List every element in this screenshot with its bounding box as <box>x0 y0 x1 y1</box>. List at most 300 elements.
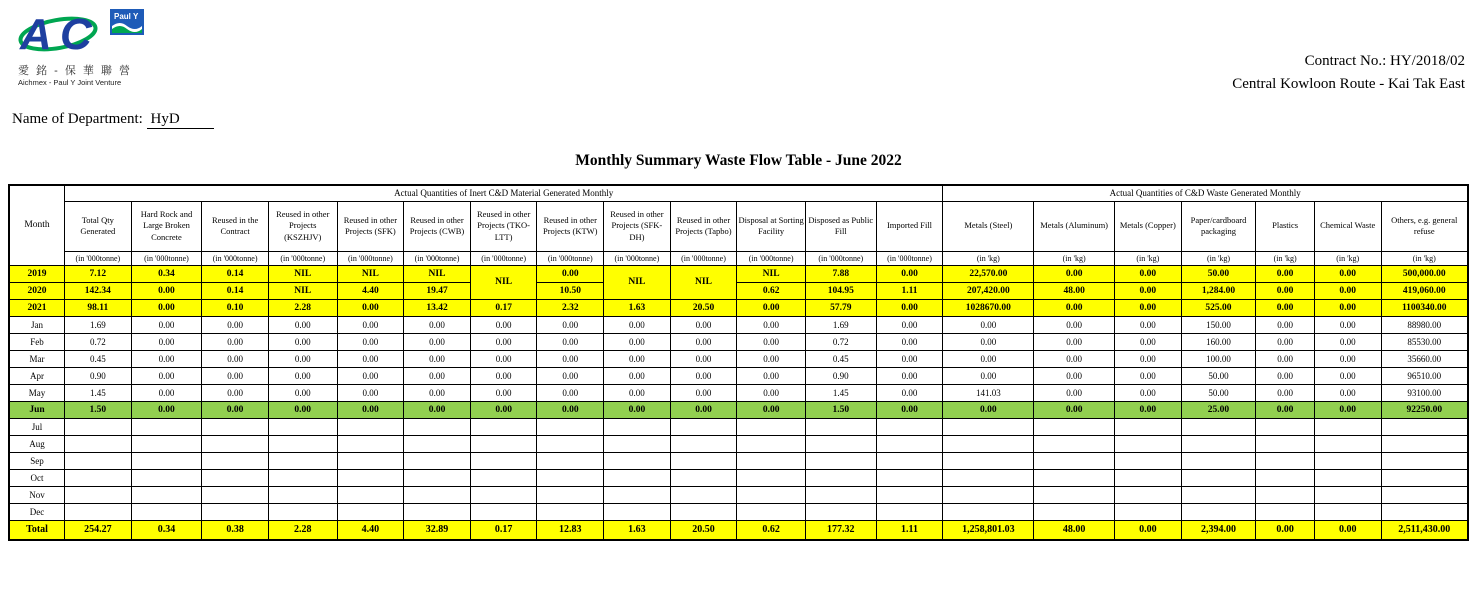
data-cell: 0.00 <box>131 384 202 401</box>
data-cell: 0.00 <box>604 350 671 367</box>
data-cell <box>737 452 806 469</box>
data-cell: 0.00 <box>268 367 337 384</box>
data-cell: 0.00 <box>131 401 202 418</box>
data-cell: 0.00 <box>943 350 1034 367</box>
data-cell: 0.00 <box>737 384 806 401</box>
data-cell <box>537 435 604 452</box>
data-cell <box>470 435 537 452</box>
data-cell: 0.45 <box>805 350 876 367</box>
month-cell: Feb <box>9 333 65 350</box>
data-cell: 0.00 <box>670 384 737 401</box>
data-cell: 0.00 <box>404 333 471 350</box>
data-cell: 0.00 <box>670 333 737 350</box>
month-cell: Jul <box>9 418 65 435</box>
data-cell <box>1381 503 1468 520</box>
svg-text:C: C <box>60 10 92 56</box>
data-cell: 50.00 <box>1181 265 1256 282</box>
data-cell: 0.00 <box>131 316 202 333</box>
month-cell: Total <box>9 520 65 540</box>
data-cell <box>876 469 943 486</box>
month-cell: 2020 <box>9 282 65 299</box>
data-cell <box>470 469 537 486</box>
unit-header: (in '000tonne) <box>670 251 737 265</box>
data-cell: 0.00 <box>404 350 471 367</box>
data-cell: 0.00 <box>268 401 337 418</box>
data-cell: 0.17 <box>470 299 537 316</box>
data-cell <box>604 418 671 435</box>
aic-paul-y-logo-icon <box>18 8 146 56</box>
data-cell: 0.00 <box>1314 333 1381 350</box>
data-cell: 0.00 <box>943 316 1034 333</box>
month-cell: Aug <box>9 435 65 452</box>
data-cell: 0.10 <box>202 299 269 316</box>
data-cell <box>943 418 1034 435</box>
data-cell <box>1256 503 1315 520</box>
unit-header: (in 'kg) <box>1115 251 1182 265</box>
data-cell: 0.00 <box>1034 316 1115 333</box>
data-cell <box>1181 503 1256 520</box>
data-cell: 419,060.00 <box>1381 282 1468 299</box>
project-name: Central Kowloon Route - Kai Tak East <box>1232 75 1465 92</box>
data-cell <box>537 469 604 486</box>
data-cell <box>404 418 471 435</box>
data-cell: 0.00 <box>1314 520 1381 540</box>
data-cell <box>876 486 943 503</box>
data-cell <box>670 469 737 486</box>
data-cell: 0.00 <box>670 401 737 418</box>
data-cell: 1.50 <box>805 401 876 418</box>
data-cell: 88980.00 <box>1381 316 1468 333</box>
data-cell <box>1381 435 1468 452</box>
department-line <box>12 111 1469 128</box>
data-cell <box>943 469 1034 486</box>
data-cell <box>131 435 202 452</box>
data-cell <box>337 486 404 503</box>
data-cell: 0.00 <box>1256 265 1315 282</box>
data-cell: 32.89 <box>404 520 471 540</box>
data-cell <box>1181 418 1256 435</box>
data-cell: 93100.00 <box>1381 384 1468 401</box>
data-cell: 92250.00 <box>1381 401 1468 418</box>
data-cell: 2,394.00 <box>1181 520 1256 540</box>
data-cell: 20.50 <box>670 520 737 540</box>
unit-header: (in '000tonne) <box>202 251 269 265</box>
month-cell: Oct <box>9 469 65 486</box>
data-cell: 0.00 <box>337 316 404 333</box>
data-cell <box>1314 503 1381 520</box>
data-cell <box>268 418 337 435</box>
data-cell <box>805 469 876 486</box>
data-cell <box>404 503 471 520</box>
data-cell: 19.47 <box>404 282 471 299</box>
table-row <box>9 435 1468 452</box>
month-cell: May <box>9 384 65 401</box>
column-header: Metals (Copper) <box>1115 201 1182 251</box>
group-header: Actual Quantities of Inert C&D Material Generated Monthly <box>65 185 943 201</box>
data-cell: 0.00 <box>1034 299 1115 316</box>
data-cell <box>65 486 132 503</box>
data-cell <box>1314 469 1381 486</box>
data-cell: 0.00 <box>268 333 337 350</box>
unit-header: (in '000tonne) <box>268 251 337 265</box>
data-cell: 0.00 <box>604 384 671 401</box>
department-value: HyD <box>147 111 214 129</box>
data-cell: 0.00 <box>1314 299 1381 316</box>
data-cell <box>737 418 806 435</box>
data-cell: 104.95 <box>805 282 876 299</box>
data-cell: 48.00 <box>1034 520 1115 540</box>
data-cell <box>337 418 404 435</box>
column-header: Chemical Waste <box>1314 201 1381 251</box>
data-cell: 2.28 <box>268 299 337 316</box>
table-row <box>9 469 1468 486</box>
data-cell: NIL <box>670 265 737 299</box>
unit-header: (in 'kg) <box>1381 251 1468 265</box>
data-cell: 0.00 <box>670 367 737 384</box>
data-cell <box>537 452 604 469</box>
data-cell <box>65 435 132 452</box>
svg-text:Paul Y: Paul Y <box>114 12 139 21</box>
data-cell: 0.00 <box>1314 265 1381 282</box>
data-cell: 1.63 <box>604 299 671 316</box>
data-cell: 0.00 <box>1314 350 1381 367</box>
data-cell: 0.00 <box>737 367 806 384</box>
data-cell: 0.14 <box>202 265 269 282</box>
data-cell: 0.00 <box>943 367 1034 384</box>
data-cell <box>470 452 537 469</box>
data-cell: NIL <box>268 282 337 299</box>
data-cell: 1028670.00 <box>943 299 1034 316</box>
data-cell: 0.00 <box>1314 316 1381 333</box>
data-cell: 0.00 <box>1256 316 1315 333</box>
data-cell <box>1314 435 1381 452</box>
data-cell <box>202 469 269 486</box>
column-header: Reused in other Projects (SFK-DH) <box>604 201 671 251</box>
data-cell <box>131 486 202 503</box>
data-cell <box>604 452 671 469</box>
data-cell: 0.00 <box>404 367 471 384</box>
unit-header: (in '000tonne) <box>404 251 471 265</box>
data-cell: 2.28 <box>268 520 337 540</box>
data-cell <box>1034 435 1115 452</box>
data-cell: 0.62 <box>737 282 806 299</box>
data-cell: 0.00 <box>943 401 1034 418</box>
unit-header: (in '000tonne) <box>604 251 671 265</box>
data-cell <box>131 469 202 486</box>
data-cell: 1.63 <box>604 520 671 540</box>
month-cell: 2021 <box>9 299 65 316</box>
data-cell <box>1381 486 1468 503</box>
data-cell: 85530.00 <box>1381 333 1468 350</box>
page-header <box>8 8 1469 95</box>
data-cell: 141.03 <box>943 384 1034 401</box>
data-cell <box>268 452 337 469</box>
data-cell: 96510.00 <box>1381 367 1468 384</box>
data-cell <box>737 503 806 520</box>
column-header: Reused in the Contract <box>202 201 269 251</box>
data-cell: 1.50 <box>65 401 132 418</box>
data-cell: 0.72 <box>805 333 876 350</box>
data-cell: NIL <box>337 265 404 282</box>
data-cell <box>268 469 337 486</box>
data-cell: 12.83 <box>537 520 604 540</box>
table-row <box>9 401 1468 418</box>
data-cell <box>604 503 671 520</box>
data-cell <box>1034 418 1115 435</box>
column-header: Others, e.g. general refuse <box>1381 201 1468 251</box>
data-cell <box>537 486 604 503</box>
company-logo <box>18 8 146 87</box>
data-cell: 0.00 <box>604 333 671 350</box>
data-cell: 0.00 <box>1034 384 1115 401</box>
data-cell: 20.50 <box>670 299 737 316</box>
data-cell: 500,000.00 <box>1381 265 1468 282</box>
month-cell: Apr <box>9 367 65 384</box>
data-cell: 7.12 <box>65 265 132 282</box>
data-cell <box>65 469 132 486</box>
data-cell: 0.00 <box>737 350 806 367</box>
data-cell: 0.00 <box>1115 384 1182 401</box>
data-cell <box>404 452 471 469</box>
data-cell: 0.00 <box>470 350 537 367</box>
data-cell: NIL <box>604 265 671 299</box>
data-cell <box>805 486 876 503</box>
data-cell <box>65 452 132 469</box>
data-cell <box>268 503 337 520</box>
data-cell: 0.00 <box>876 299 943 316</box>
unit-header: (in 'kg) <box>1181 251 1256 265</box>
data-cell <box>337 452 404 469</box>
data-cell <box>1314 452 1381 469</box>
data-cell: 0.00 <box>1115 282 1182 299</box>
data-cell <box>876 435 943 452</box>
column-header: Reused in other Projects (CWB) <box>404 201 471 251</box>
page-title: Monthly Summary Waste Flow Table - June 2022 <box>575 152 902 169</box>
data-cell <box>876 452 943 469</box>
data-cell <box>876 418 943 435</box>
data-cell <box>470 486 537 503</box>
data-cell <box>337 435 404 452</box>
data-cell: 0.17 <box>470 520 537 540</box>
data-cell: 0.90 <box>805 367 876 384</box>
data-cell <box>1115 418 1182 435</box>
data-cell: 0.00 <box>202 316 269 333</box>
data-cell <box>404 486 471 503</box>
column-header: Plastics <box>1256 201 1315 251</box>
column-header: Imported Fill <box>876 201 943 251</box>
data-cell <box>943 503 1034 520</box>
data-cell <box>1115 435 1182 452</box>
data-cell: 0.00 <box>337 333 404 350</box>
data-cell <box>337 503 404 520</box>
data-cell <box>737 486 806 503</box>
data-cell: NIL <box>737 265 806 282</box>
data-cell <box>1314 486 1381 503</box>
logo-english-text: Aichmex - Paul Y Joint Venture <box>18 78 122 87</box>
data-cell: 0.00 <box>470 316 537 333</box>
data-cell: 2,511,430.00 <box>1381 520 1468 540</box>
data-cell: 0.00 <box>1034 401 1115 418</box>
data-cell: 0.34 <box>131 520 202 540</box>
data-cell: 0.00 <box>876 367 943 384</box>
data-cell <box>943 452 1034 469</box>
data-cell <box>1181 452 1256 469</box>
data-cell: 0.90 <box>65 367 132 384</box>
data-cell: 0.00 <box>537 384 604 401</box>
data-cell: 142.34 <box>65 282 132 299</box>
data-cell: 0.00 <box>268 316 337 333</box>
data-cell <box>604 469 671 486</box>
data-cell <box>1115 452 1182 469</box>
data-cell: 177.32 <box>805 520 876 540</box>
data-cell: 0.62 <box>737 520 806 540</box>
data-cell <box>1034 503 1115 520</box>
data-cell <box>1381 469 1468 486</box>
data-cell: 0.00 <box>202 350 269 367</box>
unit-header: (in '000tonne) <box>470 251 537 265</box>
data-cell: 0.00 <box>337 384 404 401</box>
table-row <box>9 299 1468 316</box>
data-cell: 0.00 <box>131 333 202 350</box>
data-cell: 0.00 <box>470 333 537 350</box>
data-cell: 0.00 <box>202 401 269 418</box>
data-cell: 0.00 <box>537 265 604 282</box>
data-cell: 0.00 <box>1115 350 1182 367</box>
data-cell <box>805 503 876 520</box>
unit-header: (in '000tonne) <box>337 251 404 265</box>
data-cell: 0.00 <box>1115 367 1182 384</box>
data-cell <box>737 435 806 452</box>
data-cell <box>470 503 537 520</box>
data-cell <box>1115 503 1182 520</box>
unit-header: (in '000tonne) <box>131 251 202 265</box>
data-cell: 0.00 <box>470 401 537 418</box>
data-cell <box>202 503 269 520</box>
data-cell: 0.00 <box>1314 367 1381 384</box>
data-cell <box>404 435 471 452</box>
data-cell: 1.11 <box>876 282 943 299</box>
data-cell <box>1181 486 1256 503</box>
data-cell: 1,284.00 <box>1181 282 1256 299</box>
data-cell: 0.00 <box>1256 333 1315 350</box>
data-cell: 160.00 <box>1181 333 1256 350</box>
data-cell: 0.38 <box>202 520 269 540</box>
data-cell: 0.00 <box>1115 316 1182 333</box>
data-cell <box>268 486 337 503</box>
unit-header: (in '000tonne) <box>737 251 806 265</box>
data-cell: 0.00 <box>537 401 604 418</box>
column-header: Hard Rock and Large Broken Concrete <box>131 201 202 251</box>
data-cell: 0.00 <box>1115 401 1182 418</box>
table-row <box>9 282 1468 299</box>
month-cell: Jan <box>9 316 65 333</box>
logo-chinese-text: 愛 銘 - 保 華 聯 營 <box>18 65 132 77</box>
data-cell: 7.88 <box>805 265 876 282</box>
table-row <box>9 367 1468 384</box>
data-cell <box>404 469 471 486</box>
data-cell <box>1256 469 1315 486</box>
data-cell <box>131 418 202 435</box>
department-label: Name of Department: <box>12 111 143 127</box>
data-cell <box>1381 452 1468 469</box>
column-header: Disposed as Public Fill <box>805 201 876 251</box>
contract-number: Contract No.: HY/2018/02 <box>1304 53 1465 69</box>
data-cell <box>202 435 269 452</box>
data-cell <box>65 503 132 520</box>
table-row <box>9 452 1468 469</box>
table-row <box>9 486 1468 503</box>
data-cell: 0.00 <box>876 333 943 350</box>
data-cell <box>537 503 604 520</box>
data-cell: 0.00 <box>876 384 943 401</box>
data-cell: NIL <box>268 265 337 282</box>
column-header: Metals (Aluminum) <box>1034 201 1115 251</box>
data-cell <box>737 469 806 486</box>
data-cell: 35660.00 <box>1381 350 1468 367</box>
data-cell: 4.40 <box>337 282 404 299</box>
data-cell: 0.00 <box>1115 265 1182 282</box>
waste-flow-table <box>8 184 1469 541</box>
data-cell <box>670 486 737 503</box>
data-cell: 0.00 <box>537 333 604 350</box>
data-cell <box>1314 418 1381 435</box>
unit-header: (in 'kg) <box>943 251 1034 265</box>
data-cell: NIL <box>404 265 471 282</box>
data-cell: 0.00 <box>1256 299 1315 316</box>
data-cell: 0.00 <box>1256 401 1315 418</box>
data-cell: 0.00 <box>876 401 943 418</box>
data-cell <box>1256 435 1315 452</box>
column-header: Reused in other Projects (TKO-LTT) <box>470 201 537 251</box>
table-row <box>9 520 1468 540</box>
data-cell <box>1181 469 1256 486</box>
data-cell: 0.00 <box>1115 333 1182 350</box>
unit-header: (in '000tonne) <box>876 251 943 265</box>
column-header: Total Qty Generated <box>65 201 132 251</box>
data-cell: 0.00 <box>1256 384 1315 401</box>
month-cell: Nov <box>9 486 65 503</box>
data-cell: 98.11 <box>65 299 132 316</box>
data-cell: 0.00 <box>1115 520 1182 540</box>
data-cell <box>805 452 876 469</box>
table-row <box>9 418 1468 435</box>
data-cell: 0.00 <box>737 401 806 418</box>
data-cell: 0.00 <box>1256 520 1315 540</box>
data-cell <box>1256 418 1315 435</box>
data-cell <box>202 418 269 435</box>
data-cell: 0.00 <box>1034 367 1115 384</box>
data-cell: 0.00 <box>131 350 202 367</box>
data-cell: 0.00 <box>131 282 202 299</box>
data-cell: 25.00 <box>1181 401 1256 418</box>
data-cell <box>202 486 269 503</box>
data-cell <box>65 418 132 435</box>
data-cell: 0.00 <box>1314 282 1381 299</box>
data-cell: 525.00 <box>1181 299 1256 316</box>
data-cell: 100.00 <box>1181 350 1256 367</box>
data-cell <box>670 452 737 469</box>
data-cell: 0.00 <box>604 316 671 333</box>
data-cell: 0.00 <box>202 367 269 384</box>
data-cell: 2.32 <box>537 299 604 316</box>
table-row <box>9 384 1468 401</box>
svg-text:A: A <box>20 10 52 56</box>
data-cell: 1,258,801.03 <box>943 520 1034 540</box>
month-cell: Dec <box>9 503 65 520</box>
data-cell: 0.00 <box>876 316 943 333</box>
unit-header: (in 'kg) <box>1314 251 1381 265</box>
month-column-header: Month <box>9 185 65 265</box>
